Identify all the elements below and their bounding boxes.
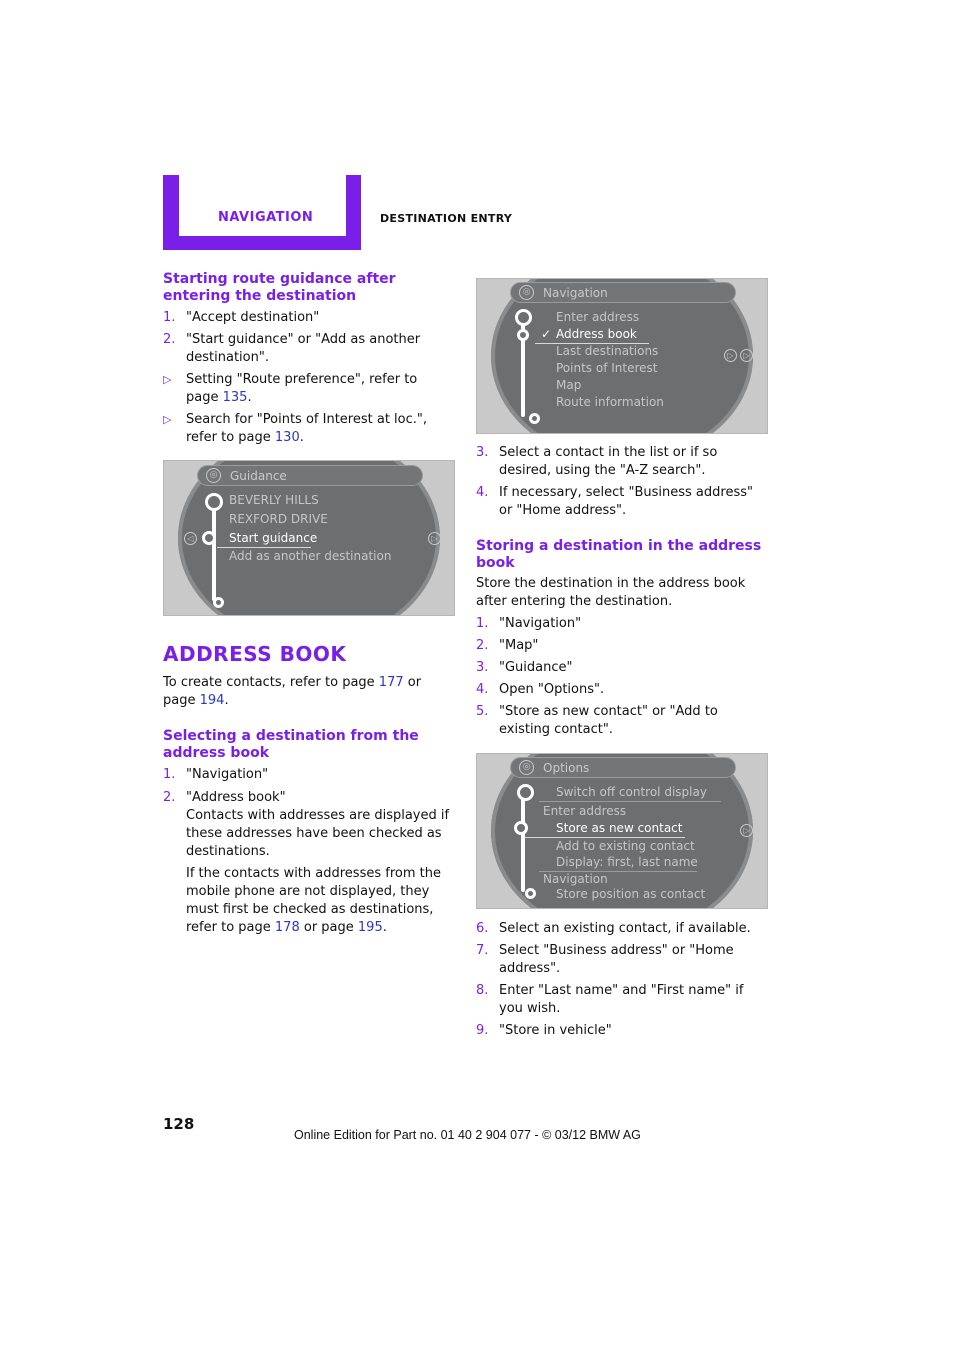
page-link-130[interactable]: 130 [274, 430, 300, 445]
page-link-178[interactable]: 178 [274, 920, 300, 935]
bullet-triangle-icon: ▷ [163, 413, 172, 426]
left-column-top [163, 271, 453, 447]
screen-item: Navigation [543, 872, 608, 886]
checkmark-icon: ✓ [541, 327, 552, 341]
arrow-right-icon: ▷ [724, 349, 737, 362]
guidance-screen-image [163, 460, 455, 616]
screen-item: Store position as contact [556, 887, 706, 901]
page-number: 128 [163, 1115, 195, 1133]
screen-item: Add to existing contact [556, 839, 695, 853]
screen-item: Points of Interest [556, 361, 658, 375]
list-item: 3. Select a contact in the list or if so desired, using the "A-Z search". [476, 445, 718, 478]
page-link-195[interactable]: 195 [357, 920, 383, 935]
heading-store-destination: Storing a destination in the address book [476, 538, 762, 571]
list-item: 2. "Map" [476, 638, 539, 653]
select-note: If the contacts with addresses from the mobile phone are not displayed, they must first be checked as destinations, refer to page 178 or page 195. [186, 866, 441, 935]
right-column-bottom [476, 916, 766, 1040]
guidance-icon: ◎ [206, 468, 221, 483]
list-item: 2. "Address book" Contacts with addresses are displayed if these addresses have been checked as destinations. [163, 790, 450, 859]
screen-item: Map [556, 378, 582, 392]
screen-title-bar: ◎ Navigation [510, 282, 736, 303]
contacts-paragraph: To create contacts, refer to page 177 or page 194. [163, 675, 422, 708]
bullet-item: ▷ Setting "Route preference", refer to page 135. [163, 372, 418, 405]
screen-item-selected: Store as new contact [556, 821, 683, 835]
left-column-bottom [163, 642, 453, 937]
edition-footer: Online Edition for Part no. 01 40 2 904 077 - © 03/12 BMW AG [294, 1128, 641, 1142]
heading-start-guidance: Starting route guidance after entering the destination [163, 271, 396, 304]
section-title: DESTINATION ENTRY [380, 212, 513, 225]
list-item: 3. "Guidance" [476, 660, 573, 675]
arrow-right-icon: ▷ [428, 532, 441, 545]
navigation-screen-image [476, 278, 768, 434]
arrow-right-icon: ▷ [740, 824, 753, 837]
list-item: 5. "Store as new contact" or "Add to existing contact". [476, 704, 718, 737]
list-item: 9. "Store in vehicle" [476, 1023, 612, 1038]
screen-item: REXFORD DRIVE [229, 512, 328, 526]
start-steps [163, 309, 453, 367]
screen-item: BEVERLY HILLS [229, 493, 319, 507]
list-item: 2. "Start guidance" or "Add as another destination". [163, 332, 421, 365]
list-item: 8. Enter "Last name" and "First name" if you wish. [476, 983, 744, 1016]
page-link-194[interactable]: 194 [199, 693, 225, 708]
address-steps [476, 444, 766, 520]
screen-item-selected: Address book [556, 327, 637, 341]
chapter-title: NAVIGATION [218, 210, 314, 225]
list-item: 4. If necessary, select "Business address" or "Home address". [476, 485, 753, 518]
arrow-right-icon: ▷ [740, 349, 753, 362]
heading-address-book: ADDRESS BOOK [163, 642, 347, 666]
right-column-top [476, 440, 766, 739]
page-link-177[interactable]: 177 [378, 675, 404, 690]
bullet-triangle-icon: ▷ [163, 373, 172, 386]
arrow-left-icon: ◁ [184, 532, 197, 545]
list-item: 1. "Navigation" [163, 767, 269, 782]
list-item: 1. "Accept destination" [163, 310, 320, 325]
start-bullets [163, 371, 453, 447]
list-item: 6. Select an existing contact, if available. [476, 921, 751, 936]
screen-item-selected: Start guidance [229, 531, 318, 545]
screen-title-bar: ◎ Guidance [197, 465, 423, 486]
store-steps [476, 615, 766, 739]
screen-item: Enter address [556, 310, 640, 324]
bullet-item: ▷ Search for "Points of Interest at loc.", refer to page 130. [163, 412, 428, 445]
list-item: 7. Select "Business address" or "Home address". [476, 943, 734, 976]
screen-item: Display: first, last name [556, 855, 698, 869]
page-link-135[interactable]: 135 [222, 390, 248, 405]
navigation-icon: ◎ [519, 285, 534, 300]
store-intro: Store the destination in the address book after entering the destination. [476, 576, 746, 609]
screen-title-bar: ◎ Options [510, 757, 736, 778]
screen-item: Last destinations [556, 344, 659, 358]
screen-item: Route information [556, 395, 664, 409]
options-icon: ◎ [519, 760, 534, 775]
heading-select-destination: Selecting a destination from the address book [163, 728, 419, 761]
list-item: 4. Open "Options". [476, 682, 605, 697]
select-steps [163, 766, 453, 861]
store-steps-continued [476, 920, 766, 1040]
list-item: 1. "Navigation" [476, 616, 582, 631]
screen-item: Add as another destination [229, 549, 392, 563]
chapter-tab-inner [179, 175, 346, 236]
screen-item: Switch off control display [556, 785, 707, 799]
options-screen-image [476, 753, 768, 909]
screen-item: Enter address [543, 804, 627, 818]
